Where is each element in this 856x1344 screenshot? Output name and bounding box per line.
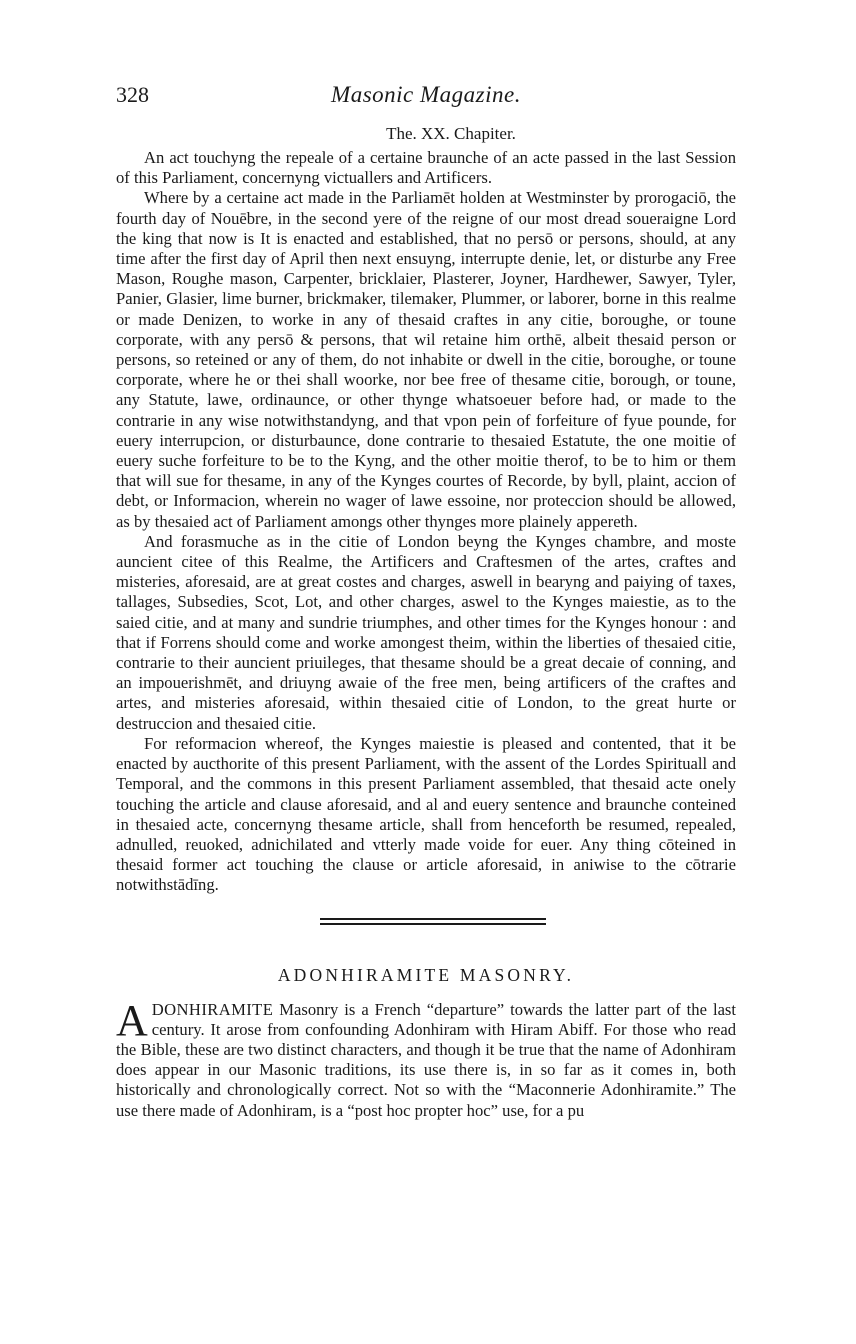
section-paragraph-text: Masonry is a French “departure” towards the latter part of the last century. It arose from confounding Adonhiram with Hiram Abiff. For those who read the Bible, these are two distinct characters, and though it be true that the name of Adonhiram does appear in our Masonic traditions, its use there is, in so far as it comes in, both historically and chronologically correct. Not so with the “Maconnerie Adonhiramite.” The use there made of Adonhiram, is a “post hoc propter hoc” use, for a pu xyxy=(116,999,736,1120)
chapter-paragraph: And forasmuche as in the citie of London beyng the Kynges chambre, and moste auncient citee of this Realme, the Artificers and Craftesmen of the artes, craftes and misteries, aforesaid, are at great costes and charges, aswell in bearyng and paiying of taxes, tallages, Subsedies, Scot, Lot, and other charges, aswel to the Kynges maiestie, as to the saied citie, and at many and sundrie triumphes, and other times for the Kynges honour : and that if Forrens should come and worke amongest theim, within the liberties of thesaied citie, contrarie to their auncient priuileges, that thesame should be a great decaie of conning, and an impouerishmēt, and driuyng awaie of the free men, being artificers of the craftes and artes, and misteries aforesaid, within thesaied citie of London, to the great hurte or destruccion and thesaied citie. xyxy=(116,531,736,733)
opening-caps: DONHIRAMITE xyxy=(151,999,274,1019)
divider-rule xyxy=(320,923,546,925)
magazine-page xyxy=(116,82,736,1121)
chapter-paragraph: For reformacion whereof, the Kynges maiestie is pleased and contented, that it be enacted by aucthorite of this present Parliament, with the assent of the Lordes Spirituall and Temporal, and the commons in this present Parliament assembled, that thesaid acte onely touching the article and clause aforesaid, and al and euery sentence and braunche conteined in thesaied acte, concernyng thesame article, shall from henceforth be resumed, repealed, adnulled, reuoked, adnichilated and vtterly made voide for euer. Any thing cōteined in thesaid former act touching the clause or article aforesaid, in aniwise to the cōtrarie notwithstādīng. xyxy=(116,733,736,895)
drop-cap: A xyxy=(116,995,148,1045)
running-title: Masonic Magazine. xyxy=(331,82,521,107)
chapter-heading: The. XX. Chapiter. xyxy=(386,124,516,143)
divider-rule xyxy=(320,918,546,920)
chapter-paragraph: An act touchyng the repeale of a certaine braunche of an acte passed in the last Session of this Parliament, concernyng victuallers and Artificers. xyxy=(116,148,736,188)
section-paragraph xyxy=(116,995,736,1121)
section-divider xyxy=(306,918,546,925)
section-heading: ADONHIRAMITE MASONRY. xyxy=(277,964,575,985)
running-header xyxy=(116,82,736,122)
page-number: 328 xyxy=(116,82,149,107)
chapter-paragraph: Where by a certaine act made in the Parliamēt holden at Westminster by prorogaciō, the fourth day of Nouēbre, in the second yere of the reigne of our most dread soueraigne Lord the king that now is It is enacted and established, that no persō or persons, should, at any time after the first day of April then next ensuyng, interrupte denie, let, or disturbe any Free Mason, Roughe mason, Carpenter, bricklaier, Plasterer, Joyner, Hardhewer, Sawyer, Tyler, Panier, Glasier, lime burner, brickmaker, tilemaker, Plummer, or laborer, borne in this realme or made Denizen, to worke in any of thesaid craftes in any citie, boroughe, or toune corporate, with any persō & persons, that wil retaine him orthē, albeit thesaid person or persons, so reteined or any of them, do not inhabite or dwell in the citie, boroughe, or toune corporate, where he or thei shall woorke, nor bee free of thesame citie, borough, or toune, any Statute, lawe, ordinaunce, or other thynge whatsoeuer before had, or made to the contrarie in any wise notwithstandyng, and that vpon pein of forfeiture of fyue pounde, for euery interrupcion, or disturbaunce, done contrarie to thesaied Estatute, the one moitie of euery suche forfeiture to be to the Kyng, and the other moitie therof, to be to him or them that will sue for thesame, in any of the Kynges courtes of Recorde, by byll, plaint, accion of debt, or Informacion, wherein no wager of lawe essoine, nor proteccion should be allowed, as by thesaied act of Parliament amongs other thynges more plainely appereth. xyxy=(116,188,736,531)
